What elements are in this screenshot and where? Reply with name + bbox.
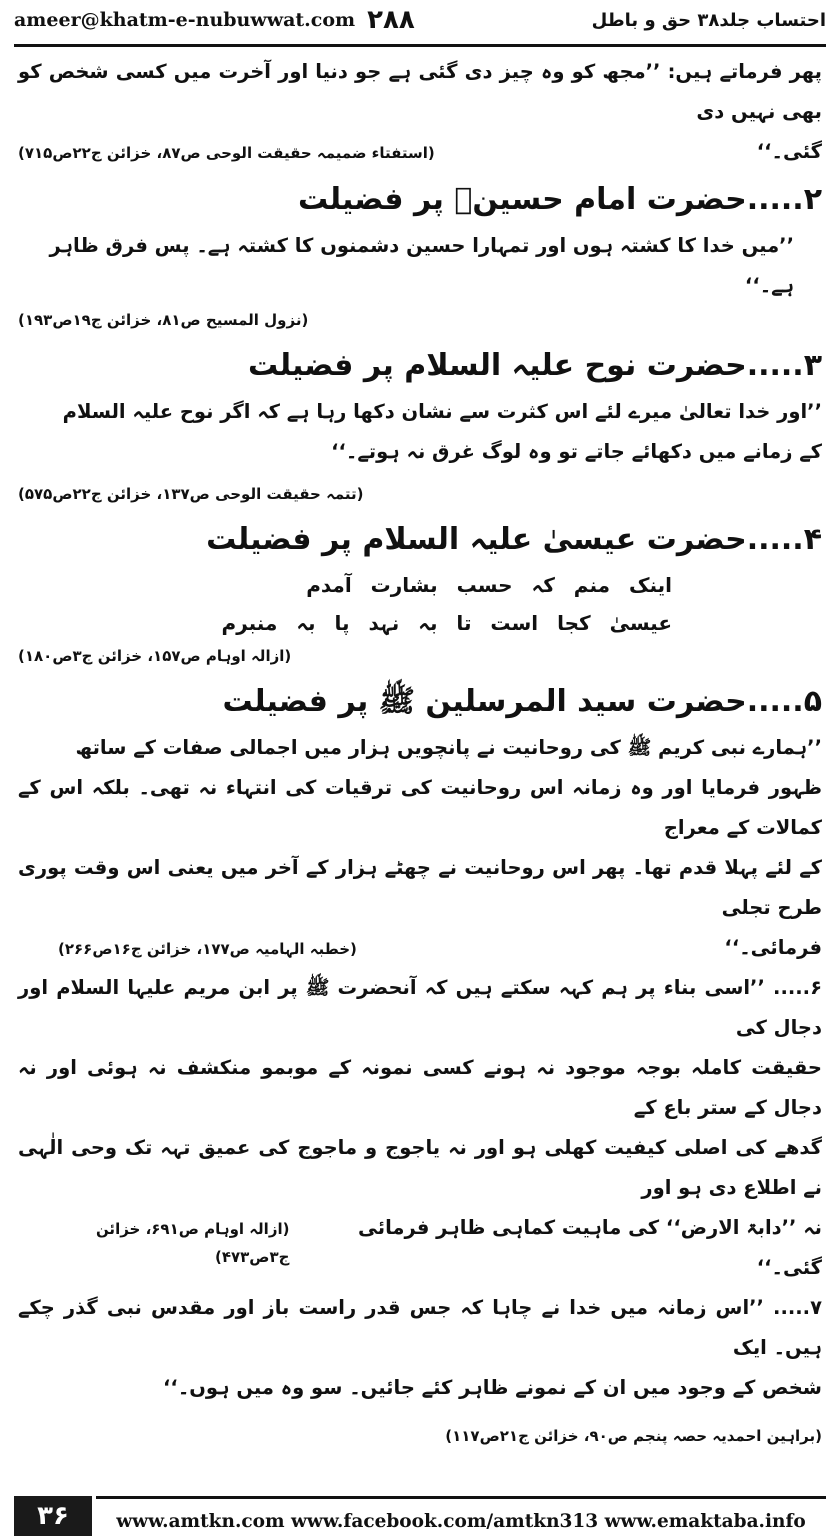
footer-page-number: ۳۶ (14, 1496, 92, 1536)
intro-row (18, 132, 822, 172)
poem-line-1: اینک منم کہ حسب بشارت آمدم (306, 573, 672, 597)
page-content (18, 52, 822, 1450)
heading-isa: ۴.....حضرت عیسیٰ علیہ السلام پر فضیلت (206, 522, 822, 557)
s6-line-3: گدھے کی اصلی کیفیت کھلی ہو اور نہ یاجوج و ماجوج کی عمیق تہہ تک وحی الٰہی نے اطلاع دی ہو اور (18, 1136, 822, 1199)
header-email[interactable]: ameer@khatm-e-nubuwwat.com (14, 9, 356, 31)
s6-reference: (ازالہ اوہام ص۶۹۱، خزائن ج۳ص۴۷۳) (95, 1220, 290, 1266)
s6-line-1: ۶..... ’’اسی بناء پر ہم کہہ سکتے ہیں کہ آنحضرت ﷺ پر ابن مریم علیہا السلام اور دجال کی (18, 976, 822, 1039)
s3-text-end: کے زمانے میں دکھائے جاتے تو وہ لوگ غرق نہ ہوتے۔‘‘ (331, 440, 822, 463)
header-rule (14, 44, 826, 47)
header-book-title: احتساب جلد۳۸ حق و باطل (591, 9, 826, 31)
s5-line-4: فرمائی۔‘‘ (724, 936, 822, 959)
intro-reference: (استفتاء ضمیمہ حقیقت الوحی ص۸۷، خزائن ج۲۲ص۷۱۵) (18, 144, 435, 162)
poem-line-2: عیسیٰ کجا است تا بہ نہد پا بہ منبرم (221, 611, 672, 635)
header-page-number: ۲۸۸ (367, 5, 415, 35)
heading-syed-ul-mursaleen: ۵.....حضرت سید المرسلین ﷺ پر فضیلت (222, 684, 822, 719)
s3-reference: (تتمہ حقیقت الوحی ص۱۳۷، خزائن ج۲۲ص۵۷۵) (18, 485, 364, 503)
s7-reference: (براہین احمدیہ حصہ پنجم ص۹۰، خزائن ج۲۱ص۱۱۷) (445, 1427, 822, 1445)
s5-last-row (18, 928, 822, 968)
s5-line-2: ظہور فرمایا اور وہ زمانہ اس روحانیت کی ترقیات کی انتہاء نہ تھی۔ بلکہ اس کے کمالات کے معراج (18, 776, 822, 839)
intro-text: پھر فرماتے ہیں: ’’مجھ کو وہ چیز دی گئی ہے جو دنیا اور آخرت میں کسی شخص کو بھی نہیں دی (18, 60, 822, 123)
s5-line-3: کے لئے پہلا قدم تھا۔ پھر اس روحانیت نے چھٹے ہزار کے آخر میں یعنی اس وقت پوری طرح تجلی (18, 856, 822, 919)
heading-nuh: ۳.....حضرت نوح علیہ السلام پر فضیلت (248, 348, 822, 383)
s6-last-row (18, 1208, 822, 1288)
s4-reference: (ازالہ اوہام ص۱۵۷، خزائن ج۳ص۱۸۰) (18, 647, 292, 665)
s2-text: ’’میں خدا کا کشتہ ہوں اور تمہارا حسین دشمنوں کا کشتہ ہے۔ پس فرق ظاہر ہے۔‘‘ (49, 234, 794, 297)
s6-line-2: حقیقت کاملہ بوجہ موجود نہ ہونے کسی نمونہ کے موبمو منکشف نہ ہوئی اور نہ دجال کے ستر باع کے (18, 1056, 822, 1119)
footer-links[interactable]: www.amtkn.com www.facebook.com/amtkn313 www.emaktaba.info (96, 1496, 826, 1536)
s5-reference: (خطبہ الہامیہ ص۱۷۷، خزائن ج۱۶ص۲۶۶) (58, 940, 357, 958)
s2-reference: (نزول المسیح ص۸۱، خزائن ج۱۹ص۱۹۳) (18, 311, 309, 329)
s6-line-4: نہ ’’دابۃ الارض‘‘ کی ماہیت کماہی ظاہر فرمائی گئی۔‘‘ (358, 1216, 822, 1279)
heading-imam-hussain: ۲.....حضرت امام حسینؓ پر فضیلت (298, 182, 822, 217)
s7-line-2: شخص کے وجود میں ان کے نمونے ظاہر کئے جائیں۔ سو وہ میں ہوں۔‘‘ (163, 1376, 822, 1399)
intro-text-end: گئی۔‘‘ (756, 140, 822, 163)
header-left (14, 5, 415, 35)
page-footer (14, 1496, 826, 1536)
s7-line-1: ۷..... ’’اس زمانہ میں خدا نے چاہا کہ جس قدر راست باز اور مقدس نبی گذر چکے ہیں۔ ایک (18, 1296, 822, 1359)
page-header (14, 0, 826, 40)
s3-text: ’’اور خدا تعالیٰ میرے لئے اس کثرت سے نشان دکھا رہا ہے کہ اگر نوح علیہ السلام (62, 400, 822, 423)
s5-line-1: ’’ہمارے نبی کریم ﷺ کی روحانیت نے پانچویں ہزار میں اجمالی صفات کے ساتھ (75, 736, 822, 759)
